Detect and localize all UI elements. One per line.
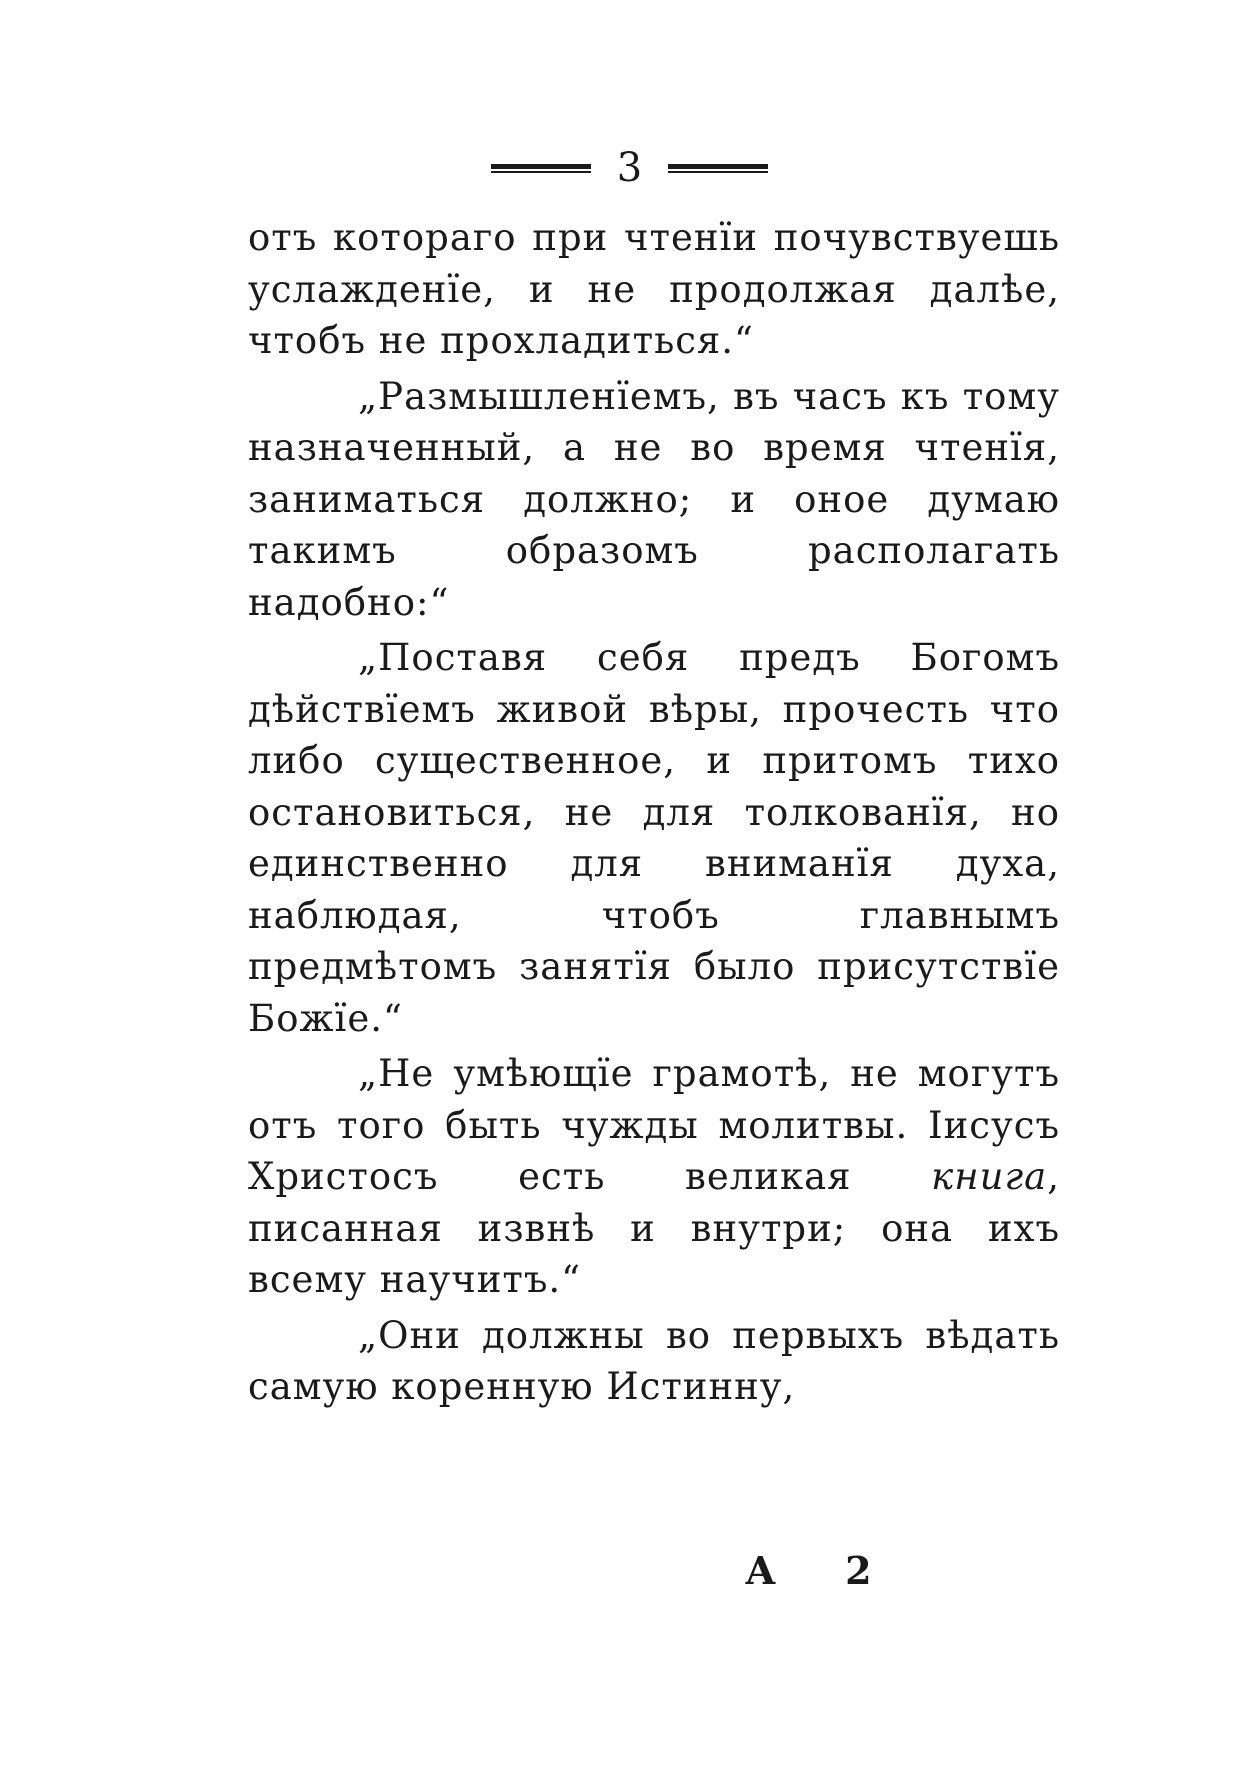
paragraph-4-emphasis: книга — [931, 1155, 1048, 1198]
paragraph-4-part-1: „Не умѣющїе грамотѣ, не могутъ отъ того быть чужды молитвы. Iисусъ Христосъ есть великая — [248, 1052, 1060, 1198]
body-text — [248, 212, 1060, 1413]
paragraph-5: „Они должны во первыхъ вѣдать самую коренную Истинну, — [248, 1313, 1060, 1408]
paragraph-1: отъ котораго при чтенїи почувствуешь услажденїе, и не продолжая далѣе, чтобъ не прохладиться.“ — [248, 216, 1060, 362]
page-number: 3 — [616, 145, 643, 191]
paragraph-3: „Поставя себя предъ Богомъ дѣйствїемъ живой вѣры, прочесть что либо существенное, и притомъ тихо остановиться, не для толкованїя, но единственно для вниманїя духа, наблюдая, чтобъ главнымъ предмѣтомъ занятїя было присутствїе Божїе.“ — [248, 636, 1060, 1040]
paragraph-4-part-2: , писанная извнѣ и внутри; она ихъ всему научитъ.“ — [248, 1155, 1060, 1301]
paragraph-4 — [248, 1048, 1060, 1306]
paragraph-2: „Размышленїемъ, въ часъ къ тому назначенный, а не во время чтенїя, заниматься должно; и оное думаю такимъ образомъ располагать надобно:“ — [248, 374, 1060, 624]
page-header — [0, 138, 1259, 198]
printer-signature-mark: А 2 — [745, 1548, 900, 1593]
header-rule-right — [668, 164, 768, 173]
header-rule-left — [491, 164, 591, 173]
